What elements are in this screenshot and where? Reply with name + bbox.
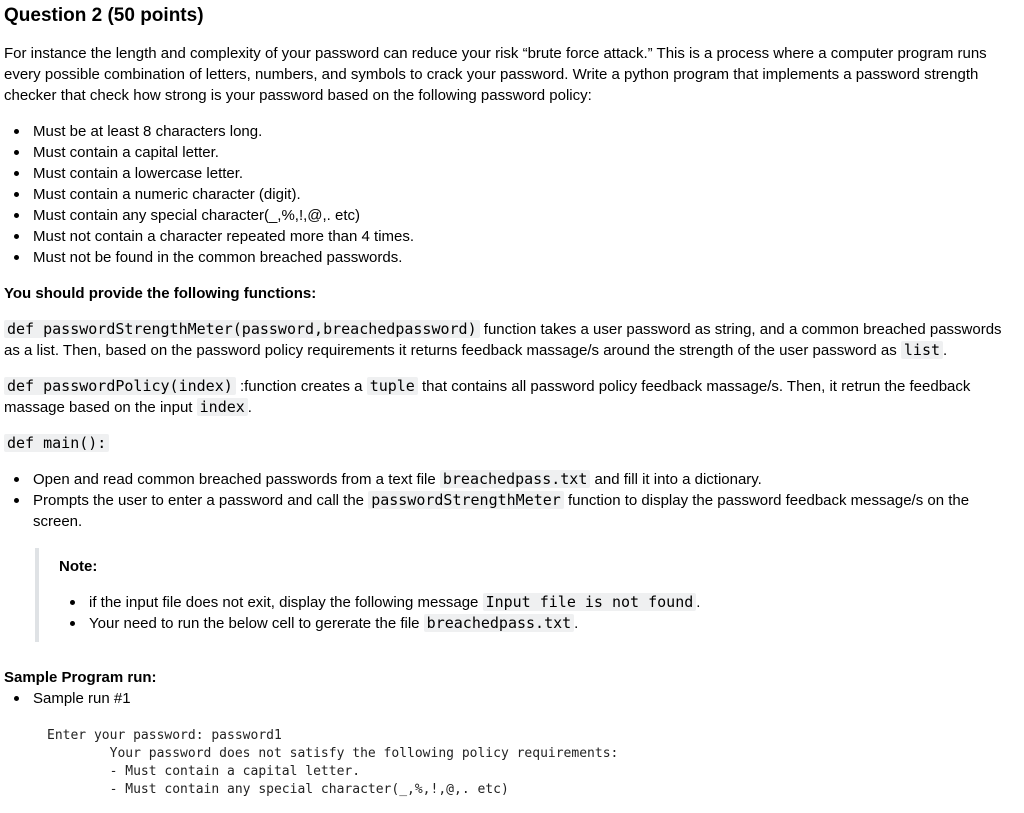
step-text: Open and read common breached passwords from a text file (33, 471, 440, 488)
inline-code: list (901, 341, 943, 359)
sample-output: Enter your password: password1 Your password does not satisfy the following policy requirements: - Must contain a capital letter. - Must contain any special character(_,%,!,@,. etc) (47, 728, 619, 797)
policy-item: Must contain a numeric character (digit). (33, 184, 1020, 205)
policy-item: Must contain a capital letter. (33, 142, 1020, 163)
fn-signature: def main(): (4, 434, 109, 452)
fn-main (4, 433, 1020, 454)
note-text: . (574, 615, 579, 632)
inline-code: breachedpass.txt (424, 614, 575, 632)
policy-item: Must contain a lowercase letter. (33, 163, 1020, 184)
fn-description: . (943, 342, 948, 359)
sample-heading: Sample Program run: (4, 669, 157, 686)
policy-list (4, 121, 1020, 268)
sample-item: Sample run #1 (33, 688, 1020, 709)
step-text: function to display the password feedback message/s on the screen. (33, 492, 970, 530)
fn-description: . (247, 399, 252, 416)
main-steps-list (4, 469, 1020, 532)
policy-item: Must be at least 8 characters long. (33, 121, 1020, 142)
policy-item: Must contain any special character(_,%,!,@,. etc) (33, 205, 1020, 226)
note-text: . (696, 594, 701, 611)
step-text: Prompts the user to enter a password and call the (33, 492, 369, 509)
fn-description: function takes a user password as string, and a common breached passwords as a list. Then, based on the password policy requirements it returns feedback massage/s around the strength of the user password as (4, 321, 1002, 359)
inline-code: index (197, 398, 248, 416)
inline-code: passwordStrengthMeter (368, 491, 564, 509)
note-blockquote (35, 548, 1020, 642)
main-step (33, 469, 1020, 490)
inline-code: tuple (367, 377, 418, 395)
policy-item: Must not be found in the common breached passwords. (33, 247, 1020, 268)
note-item (89, 613, 1020, 634)
sample-list (4, 688, 1020, 709)
policy-item: Must not contain a character repeated more than 4 times. (33, 226, 1020, 247)
inline-code: breachedpass.txt (440, 470, 591, 488)
intro-paragraph: For instance the length and complexity of your password can reduce your risk “brute force attack.” This is a process where a computer program runs every possible combination of letters, numbers, and symbols to crack your password. Write a python program that implements a password strength checker that check how strong is your password based on the following password policy: (4, 45, 987, 104)
question-title: Question 2 (50 points) (4, 5, 204, 26)
fn-description: that contains all password policy feedback massage/s. Then, it retrun the feedback massage based on the input (4, 378, 971, 416)
step-text: and fill it into a dictionary. (590, 471, 762, 488)
note-text: Your need to run the below cell to gererate the file (89, 615, 424, 632)
note-title: Note: (59, 558, 98, 575)
fn-signature: def passwordPolicy(index) (4, 377, 236, 395)
fn-password-policy (4, 376, 1020, 418)
fn-description: :function creates a (235, 378, 367, 395)
note-list (59, 592, 1020, 634)
fn-password-strength-meter (4, 319, 1020, 361)
functions-heading: You should provide the following functions: (4, 285, 317, 302)
note-item (89, 592, 1020, 613)
main-step (33, 490, 1020, 532)
note-text: if the input file does not exit, display the following message (89, 594, 483, 611)
fn-signature: def passwordStrengthMeter(password,breachedpassword) (4, 320, 480, 338)
inline-code: Input file is not found (483, 593, 697, 611)
